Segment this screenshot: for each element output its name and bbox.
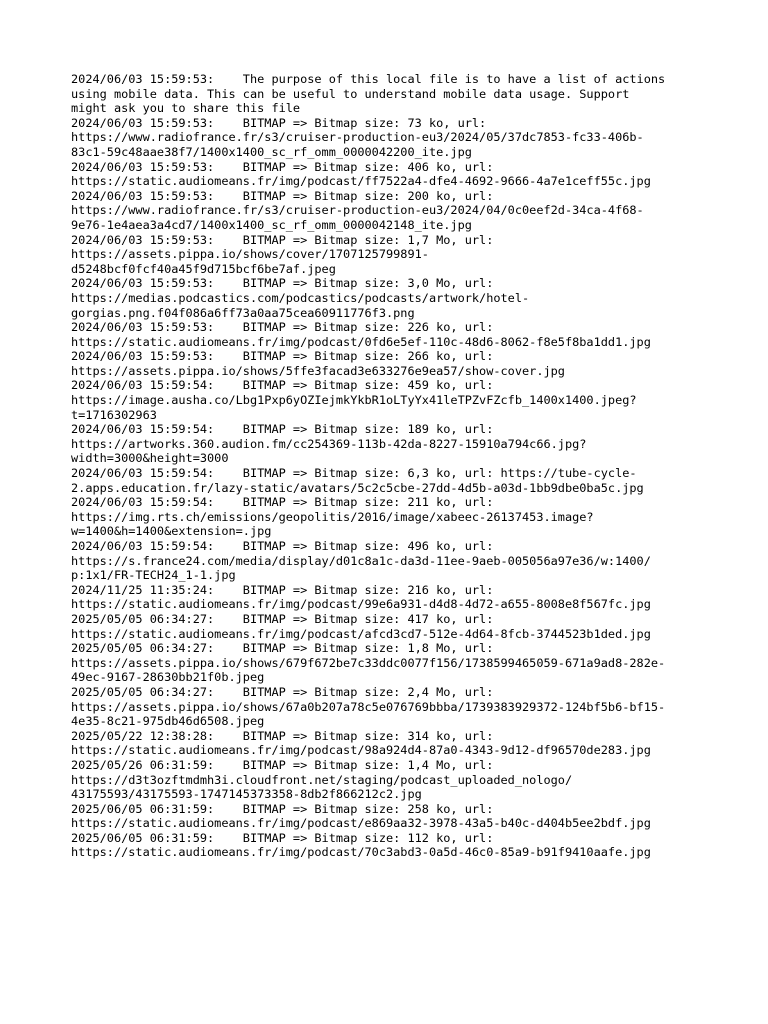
log-line: 9e76-1e4aea3a4cd7/1400x1400_sc_rf_omm_0000042148_ite.jpg [71,217,472,232]
log-line: 2024/06/03 15:59:54: BITMAP => Bitmap size: 6,3 ko, url: https://tube-cycle- [71,466,637,481]
log-line: 2024/06/03 15:59:53: BITMAP => Bitmap size: 266 ko, url: [71,349,494,364]
log-line: t=1716302963 [71,407,157,422]
log-line: 83c1-59c48aae38f7/1400x1400_sc_rf_omm_0000042200_ite.jpg [71,144,472,159]
log-line: 2024/06/03 15:59:54: BITMAP => Bitmap size: 211 ko, url: [71,495,494,510]
log-line: 2025/05/26 06:31:59: BITMAP => Bitmap size: 1,4 Mo, url: [71,757,494,772]
log-line: https://assets.pippa.io/shows/67a0b207a78c5e076769bbba/1739383929372-124bf5b6-bf15- [71,699,666,714]
log-line: https://static.audiomeans.fr/img/podcast/99e6a931-d4d8-4d72-a655-8008e8f567fc.jpg [71,597,651,612]
log-line: 2024/06/03 15:59:53: BITMAP => Bitmap size: 1,7 Mo, url: [71,232,494,247]
log-line: https://static.audiomeans.fr/img/podcast/98a924d4-87a0-4343-9d12-df96570de283.jpg [71,743,651,758]
log-line: https://static.audiomeans.fr/img/podcast/afcd3cd7-512e-4d64-8fcb-3744523b1ded.jpg [71,626,651,641]
log-line: https://assets.pippa.io/shows/cover/1707125799891- [71,247,429,262]
log-line: 2024/06/03 15:59:53: BITMAP => Bitmap size: 406 ko, url: [71,159,494,174]
log-line: 2024/06/03 15:59:54: BITMAP => Bitmap size: 459 ko, url: [71,378,494,393]
log-line: 2025/06/05 06:31:59: BITMAP => Bitmap size: 258 ko, url: [71,801,494,816]
log-line: https://medias.podcastics.com/podcastics/podcasts/artwork/hotel- [71,290,530,305]
log-line: 4e35-8c21-975db46d6508.jpeg [71,714,265,729]
log-line: https://www.radiofrance.fr/s3/cruiser-production-eu3/2024/05/37dc7853-fc33-406b- [71,130,644,145]
log-line: 2024/06/03 15:59:53: BITMAP => Bitmap size: 200 ko, url: [71,188,494,203]
log-line: 2024/06/03 15:59:54: BITMAP => Bitmap size: 189 ko, url: [71,422,494,437]
log-line: 2024/06/03 15:59:53: BITMAP => Bitmap size: 226 ko, url: [71,320,494,335]
log-line: https://static.audiomeans.fr/img/podcast/e869aa32-3978-43a5-b40c-d404b5ee2bdf.jpg [71,816,651,831]
log-line: 49ec-9167-28630bb21f0b.jpeg [71,670,265,685]
log-line: 2024/11/25 11:35:24: BITMAP => Bitmap size: 216 ko, url: [71,582,494,597]
log-line: 2025/05/05 06:34:27: BITMAP => Bitmap size: 1,8 Mo, url: [71,641,494,656]
log-line: 2025/05/05 06:34:27: BITMAP => Bitmap size: 2,4 Mo, url: [71,684,494,699]
log-line: 2024/06/03 15:59:54: BITMAP => Bitmap size: 496 ko, url: [71,539,494,553]
log-line: https://www.radiofrance.fr/s3/cruiser-production-eu3/2024/04/0c0eef2d-34ca-4f68- [71,203,644,218]
log-line: 2025/06/05 06:31:59: BITMAP => Bitmap size: 112 ko, url: [71,830,494,845]
log-line: https://assets.pippa.io/shows/679f672be7c33ddc0077f156/1738599465059-671a9ad8-282e- [71,655,666,670]
log-line: p:1x1/FR-TECH24_1-1.jpg [71,568,236,583]
log-line: d5248bcf0fcf40a45f9d715bcf6be7af.jpeg [71,261,336,276]
log-line: https://assets.pippa.io/shows/5ffe3facad3e633276e9ea57/show-cover.jpg [71,363,565,378]
log-line: https://static.audiomeans.fr/img/podcast/ff7522a4-dfe4-4692-9666-4a7e1ceff55c.jpg [71,174,651,189]
log-line: https://image.ausha.co/Lbg1Pxp6yOZIejmkYkbR1oLTyYx41leTPZvFZcfb_1400x1400.jpeg? [71,393,637,408]
log-line: https://static.audiomeans.fr/img/podcast/0fd6e5ef-110c-48d6-8062-f8e5f8ba1dd1.jpg [71,334,651,349]
log-line: 2025/05/22 12:38:28: BITMAP => Bitmap size: 314 ko, url: [71,728,494,743]
log-line: https://img.rts.ch/emissions/geopolitis/2016/image/xabeec-26137453.image? [71,509,594,524]
log-line: 2024/06/03 15:59:53: BITMAP => Bitmap size: 3,0 Mo, url: [71,276,494,291]
log-line: https://s.france24.com/media/display/d01c8a1c-da3d-11ee-9aeb-005056a97e36/w:1400/ [71,553,651,568]
log-line: 2024/06/03 15:59:53: The purpose of this local file is to have a list of actions [71,72,666,86]
log-line: https://d3t3ozftmdmh3i.cloudfront.net/staging/podcast_uploaded_nologo/ [71,772,573,787]
mobile-data-log [71,72,701,860]
log-line: w=1400&h=1400&extension=.jpg [71,524,272,539]
log-line: might ask you to share this file [71,101,301,116]
log-line: width=3000&height=3000 [71,451,229,466]
log-line: 2024/06/03 15:59:53: BITMAP => Bitmap size: 73 ko, url: [71,115,487,130]
log-line: 2.apps.education.fr/lazy-static/avatars/5c2c5cbe-27dd-4d5b-a03d-1bb9dbe0ba5c.jpg [71,480,644,495]
log-line: gorgias.png.f04f086a6ff73a0aa75cea60911776f3.png [71,305,415,320]
log-line: https://static.audiomeans.fr/img/podcast/70c3abd3-0a5d-46c0-85a9-b91f9410aafe.jpg [71,845,651,860]
log-line: 43175593/43175593-1747145373358-8db2f866212c2.jpg [71,787,422,802]
log-line: using mobile data. This can be useful to understand mobile data usage. Support [71,86,630,101]
log-line: 2025/05/05 06:34:27: BITMAP => Bitmap size: 417 ko, url: [71,611,494,626]
log-line: https://artworks.360.audion.fm/cc254369-113b-42da-8227-15910a794c66.jpg? [71,436,587,451]
